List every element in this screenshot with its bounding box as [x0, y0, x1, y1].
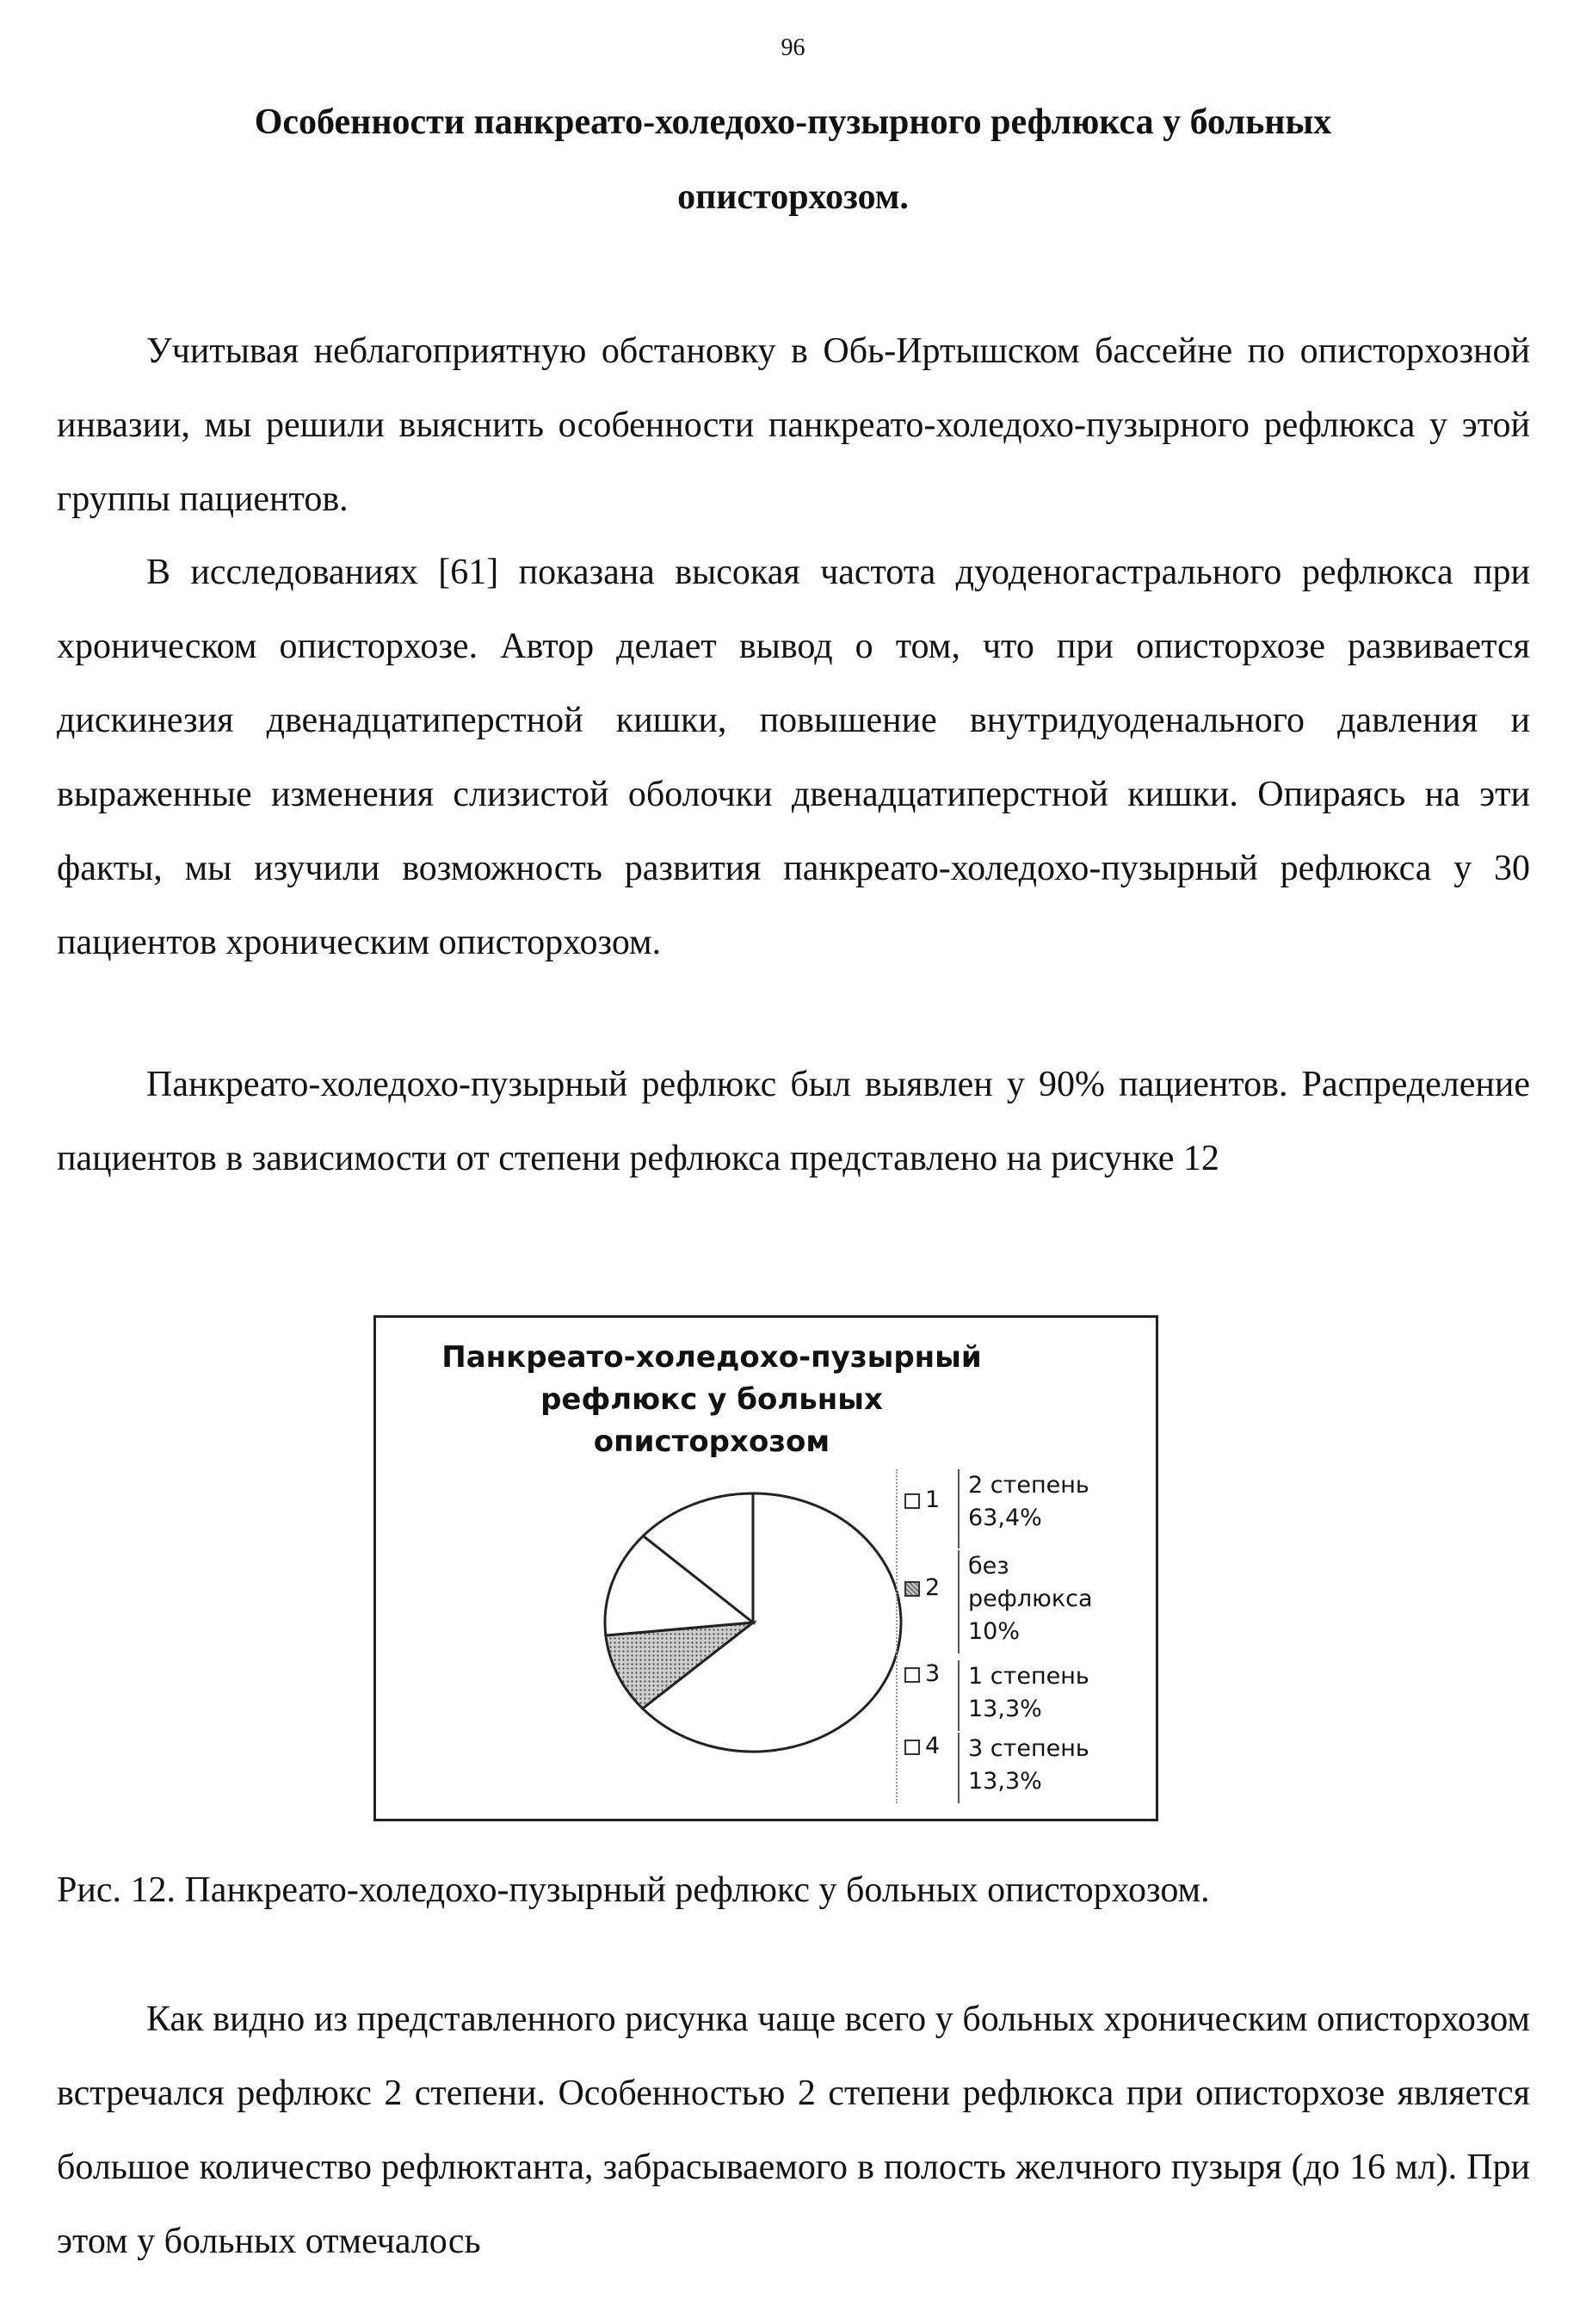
legend-key-4: 4	[904, 1733, 940, 1759]
legend-label-1: 2 степень 63,4%	[968, 1472, 1089, 1531]
legend-label-2: без рефлюкса 10%	[968, 1553, 1093, 1645]
legend-key-1: 1	[904, 1486, 940, 1513]
section-title-line-2: описторхозом.	[677, 177, 909, 217]
legend-item-3	[904, 1660, 1145, 1731]
chart-title	[428, 1337, 996, 1463]
chart-title-line-1: Панкреато-холедохо-пузырный	[441, 1340, 982, 1375]
legend-item-1	[904, 1469, 1145, 1548]
paragraph-intro: Учитывая неблагоприятную обстановку в Обь-Иртышском бассейне по описторхозной инвазии, мы решили выяснить особенности панкреато-холедохо-пузырного рефлюкса у этой группы пациентов.	[57, 331, 1530, 519]
legend-item-4	[904, 1733, 1145, 1803]
section-title-line-1: Особенности панкреато-холедохо-пузырного рефлюкса у больных	[254, 102, 1332, 142]
legend-item-2	[904, 1550, 1145, 1653]
chart-title-line-3: описторхозом	[593, 1425, 830, 1459]
paragraph-conclusion: Как видно из представленного рисунка чаще всего у больных хроническим описторхозом встречался рефлюкс 2 степени. Особенностью 2 степени рефлюкса при описторхозе является большое количество рефлюктанта, забрасываемого в полость желчного пузыря (до 16 мл). При этом у больных отмечалось	[57, 2000, 1530, 2261]
chart-title-line-2: рефлюкс у больных	[540, 1382, 883, 1417]
page-number: 96	[781, 34, 805, 61]
chart-legend	[896, 1469, 1145, 1805]
legend-key-2: 2	[904, 1574, 940, 1601]
paragraph-research: В исследованиях [61] показана высокая частота дуоденогастрального рефлюкса при хроническом описторхозе. Автор делает вывод о том, что при описторхозе развивается дискинезия двенадцатиперстной кишки, повышение внутридуоденального давления и выраженные изменения слизистой оболочки двенадцатиперстной кишки. Опираясь на эти факты, мы изучили возможность развития панкреато-холедохо-пузырный рефлюкса у 30 пациентов хроническим описторхозом.	[57, 553, 1530, 962]
legend-label-3: 1 степень 13,3%	[968, 1663, 1089, 1722]
legend-label-4: 3 степень 13,3%	[968, 1735, 1089, 1795]
legend-border	[896, 1469, 899, 1803]
paragraph-results: Панкреато-холедохо-пузырный рефлюкс был выявлен у 90% пациентов. Распределение пациентов в зависимости от степени рефлюкса представлено на рисунке 12	[57, 1065, 1530, 1178]
pie-chart-figure	[373, 1315, 1158, 1821]
figure-caption: Рис. 12. Панкреато-холедохо-пузырный рефлюкс у больных описторхозом.	[57, 1870, 1210, 1910]
legend-key-3: 3	[904, 1660, 940, 1687]
